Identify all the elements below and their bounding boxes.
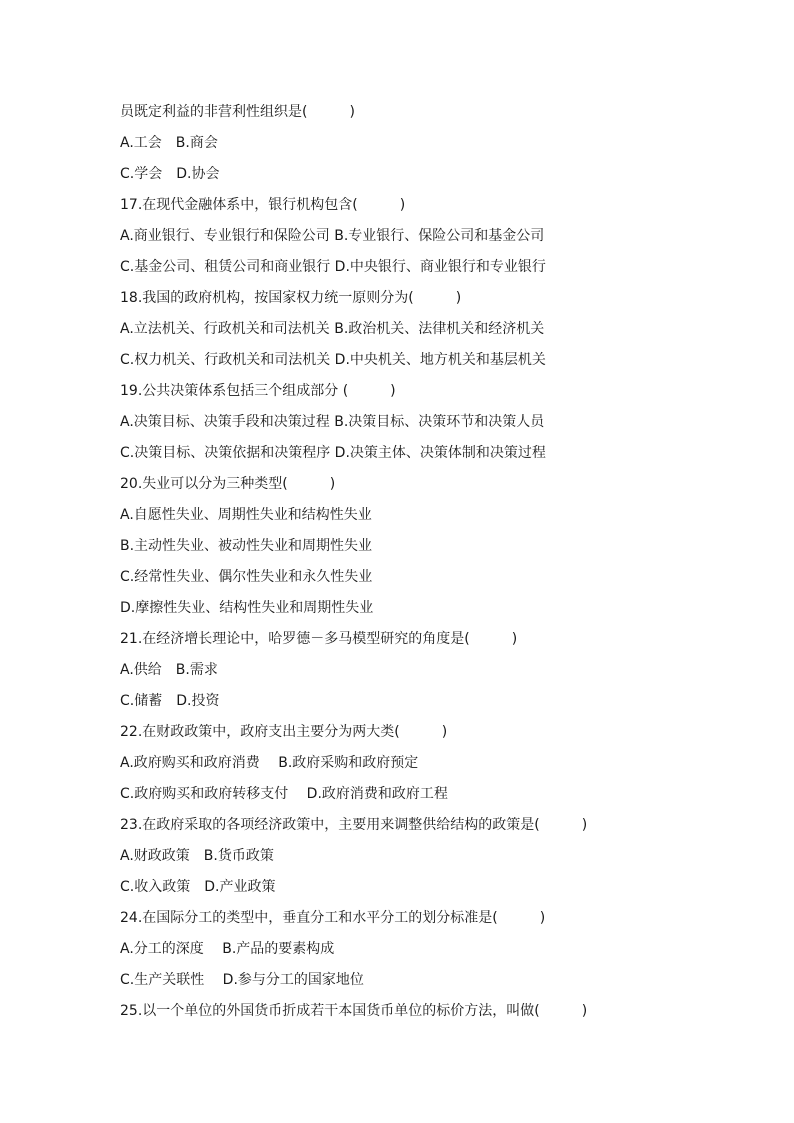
text-line: A.商业银行、专业银行和保险公司 B.专业银行、保险公司和基金公司 [120,228,545,244]
text-line: C.收入政策 D.产业政策 [120,879,276,895]
text-line: A.分工的深度 B.产品的要素构成 [120,941,335,957]
question-25: 25.以一个单位的外国货币折成若干本国货币单位的标价方法，叫做( ) [120,1003,588,1019]
text-line: C.基金公司、租赁公司和商业银行 D.中央银行、商业银行和专业银行 [120,259,546,275]
text-line: A.供给 B.需求 [120,662,218,678]
text-line: C.决策目标、决策依据和决策程序 D.决策主体、决策体制和决策过程 [120,445,546,461]
text-line: D.摩擦性失业、结构性失业和周期性失业 [120,600,374,616]
question-22: 22.在财政政策中，政府支出主要分为两大类( ) [120,724,448,740]
question-19: 19.公共决策体系包括三个组成部分 ( ) [120,383,396,399]
question-18: 18.我国的政府机构，按国家权力统一原则分为( ) [120,290,462,306]
question-20: 20.失业可以分为三种类型( ) [120,476,336,492]
text-line: A.财政政策 B.货币政策 [120,848,274,864]
text-line: C.储蓄 D.投资 [120,693,220,709]
text-line: A.决策目标、决策手段和决策过程 B.决策目标、决策环节和决策人员 [120,414,545,430]
text-line: C.权力机关、行政机关和司法机关 D.中央机关、地方机关和基层机关 [120,352,546,368]
question-17: 17.在现代金融体系中，银行机构包含( ) [120,197,406,213]
question-text-block [120,97,720,1027]
question-23: 23.在政府采取的各项经济政策中，主要用来调整供给结构的政策是( ) [120,817,588,833]
text-line: A.政府购买和政府消费 B.政府采购和政府预定 [120,755,419,771]
question-21: 21.在经济增长理论中，哈罗德－多马模型研究的角度是( ) [120,631,518,647]
text-line: B.主动性失业、被动性失业和周期性失业 [120,538,373,554]
question-24: 24.在国际分工的类型中，垂直分工和水平分工的划分标准是( ) [120,910,546,926]
text-line: C.学会 D.协会 [120,166,220,182]
text-line: A.立法机关、行政机关和司法机关 B.政治机关、法律机关和经济机关 [120,321,545,337]
text-line: A.工会 B.商会 [120,135,218,151]
text-line: A.自愿性失业、周期性失业和结构性失业 [120,507,372,523]
text-line: C.生产关联性 D.参与分工的国家地位 [120,972,364,988]
text-line: C.政府购买和政府转移支付 D.政府消费和政府工程 [120,786,448,802]
text-line: 员既定利益的非营利性组织是( ) [120,104,355,120]
text-line: C.经常性失业、偶尔性失业和永久性失业 [120,569,373,585]
